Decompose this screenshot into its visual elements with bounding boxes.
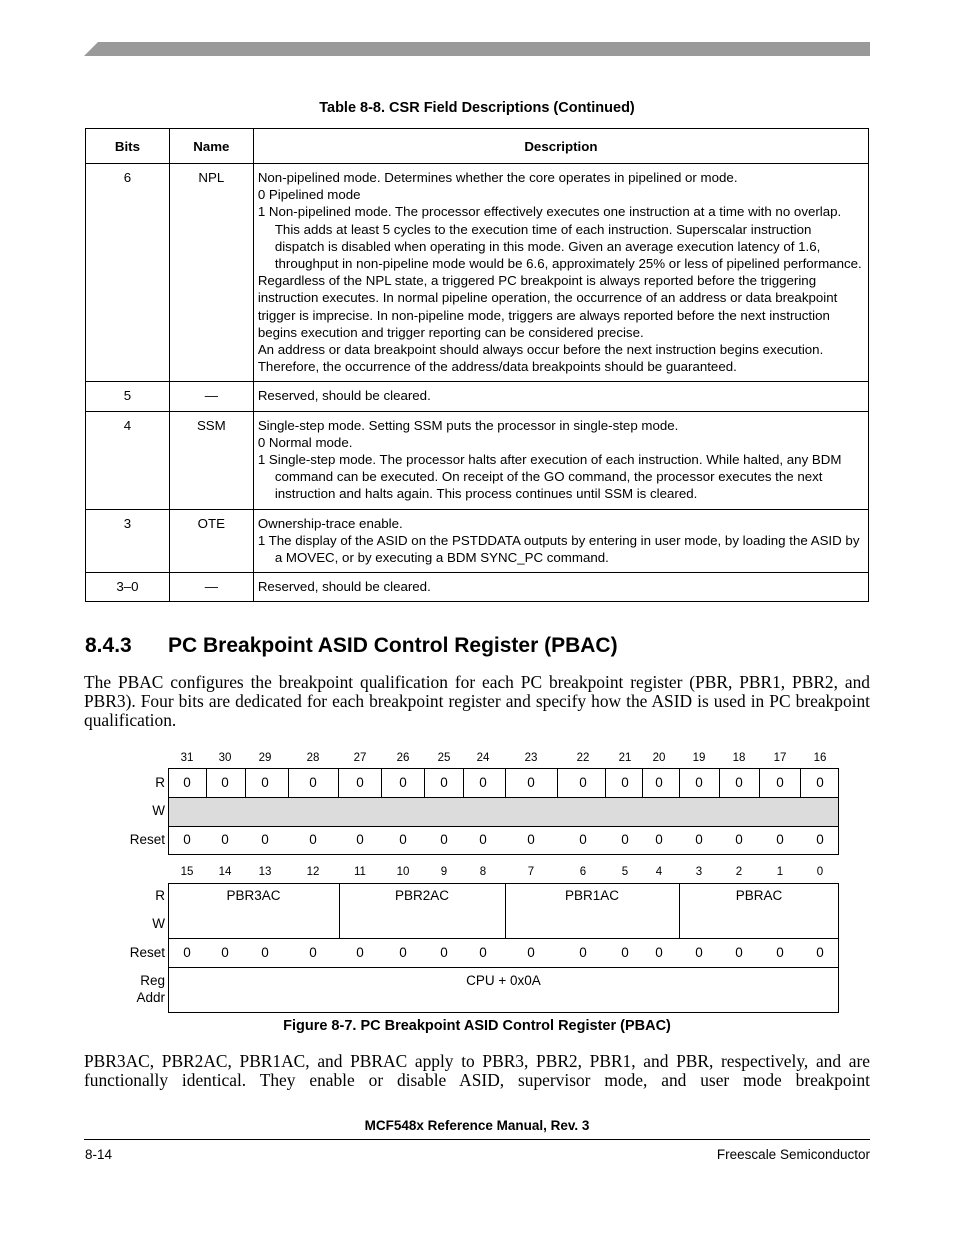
- description-line: Single-step mode. Setting SSM puts the processor in single-step mode.: [257, 417, 679, 433]
- row-label-read: R: [155, 888, 165, 903]
- bit-divider: [463, 768, 464, 798]
- header-name: Name: [169, 129, 253, 164]
- bit-number: 25: [437, 752, 451, 764]
- bit-number: 22: [576, 752, 590, 764]
- reset-bit-value: 0: [695, 945, 703, 960]
- table-row: [86, 411, 869, 509]
- bit-number: 7: [527, 866, 535, 878]
- header-decoration-bar: [84, 42, 870, 56]
- bit-number: 15: [180, 866, 194, 878]
- row-name: OTE: [169, 509, 253, 573]
- bit-divider: [245, 768, 246, 798]
- bit-divider: [557, 768, 558, 798]
- bit-number: 8: [479, 866, 487, 878]
- read-bit-value: 0: [399, 775, 407, 790]
- table-header-row: [86, 129, 869, 164]
- bit-number: 28: [306, 752, 320, 764]
- header-description: Description: [253, 129, 868, 164]
- row-bits: 3–0: [86, 573, 170, 602]
- lower-register-box: [168, 883, 839, 1013]
- read-bit-value: 0: [695, 775, 703, 790]
- bit-number: 23: [524, 752, 538, 764]
- reset-bit-value: 0: [399, 832, 407, 847]
- reset-bit-value: 0: [356, 832, 364, 847]
- reset-bit-value: 0: [735, 832, 743, 847]
- csr-field-table: [85, 128, 869, 602]
- reset-bit-value: 0: [356, 945, 364, 960]
- read-bit-value: 0: [440, 775, 448, 790]
- field-label: PBR1AC: [564, 888, 620, 903]
- reset-bit-value: 0: [621, 945, 629, 960]
- row-description: [253, 164, 868, 382]
- section-number: 8.4.3: [85, 634, 132, 657]
- reset-bit-value: 0: [816, 832, 824, 847]
- field-divider: [679, 883, 680, 939]
- footer-company: Freescale Semiconductor: [716, 1147, 870, 1162]
- description-line: An address or data breakpoint should always occur before the next instruction begins execution. Therefore, the occurrence of the address/data breakpoints should be guaranteed.: [257, 342, 824, 375]
- read-bit-value: 0: [735, 775, 743, 790]
- bit-number: 30: [218, 752, 232, 764]
- bit-number: 17: [773, 752, 787, 764]
- closing-paragraph: PBR3AC, PBR2AC, PBR1AC, and PBRAC apply to PBR3, PBR2, PBR1, and PBR, respectively, and are functionally identical. They enable or disable ASID, supervisor mode, and user mode breakpoint: [84, 1051, 870, 1090]
- bit-divider: [800, 768, 801, 798]
- intro-paragraph: The PBAC configures the breakpoint qualification for each PC breakpoint register (PBR, PBR1, PBR2, and PBR3). Four bits are dedicated for each breakpoint register and specify how the ASID is used in PC breakpoint qualification.: [84, 672, 870, 730]
- footer-rule: [84, 1139, 870, 1140]
- description-line: Regardless of the NPL state, a triggered PC breakpoint is always reported before the triggering instruction executes. In normal pipeline operation, the occurrence of an address or data breakpoint trigger is imprecise. In non-pipeline mode, triggers are always reported before the next instruction begins execution and trigger reporting can be considered precise.: [257, 273, 838, 340]
- bit-number: 26: [396, 752, 410, 764]
- reset-bit-value: 0: [655, 945, 663, 960]
- section-heading: [85, 634, 618, 658]
- table-row: [86, 164, 869, 382]
- bit-divider: [288, 768, 289, 798]
- description-line: Non-pipelined mode. Determines whether the core operates in pipelined or mode.: [257, 170, 738, 185]
- upper-register-box: [168, 768, 839, 855]
- table-row: [86, 382, 869, 411]
- read-bit-value: 0: [655, 775, 663, 790]
- description-line: 1 Non-pipelined mode. The processor effectively executes one instruction at a time with no overlap. This adds at least 5 cycles to the execution time of each instruction. Superscalar instruction dispatch is disabled when operating in this mode. Given an average execution latency of 1.6, throughput in non-pipeline mode would be 6.6, approximately 25% or less of pipelined performance.: [257, 204, 862, 272]
- field-label: PBR3AC: [226, 888, 281, 903]
- reset-bit-value: 0: [221, 832, 229, 847]
- row-description: [253, 382, 868, 411]
- description-line: 0 Normal mode.: [257, 434, 353, 450]
- row-name: SSM: [169, 411, 253, 509]
- footer-manual-title: MCF548x Reference Manual, Rev. 3: [364, 1118, 590, 1133]
- bit-number: 20: [652, 752, 666, 764]
- row-label-write: W: [152, 916, 165, 931]
- reset-bit-value: 0: [527, 945, 535, 960]
- reset-bit-value: 0: [479, 832, 487, 847]
- row-label-write: W: [152, 803, 165, 818]
- description-line: 1 Single-step mode. The processor halts after execution of each instruction. While halted, any BDM command can be executed. On receipt of the GO command, the processor executes the next instruction and halts again. This process continues until SSM is cleared.: [257, 452, 842, 502]
- bit-divider: [338, 768, 339, 798]
- reset-bit-value: 0: [399, 945, 407, 960]
- bit-divider: [719, 768, 720, 798]
- bit-number: 13: [258, 866, 272, 878]
- row-bits: 4: [86, 411, 170, 509]
- bit-number: 27: [353, 752, 367, 764]
- table-caption: Table 8-8. CSR Field Descriptions (Continued): [319, 100, 635, 116]
- reset-bit-value: 0: [440, 832, 448, 847]
- bit-number: 6: [579, 866, 587, 878]
- field-row-divider: [168, 938, 839, 939]
- row-label-reset: Reset: [129, 832, 165, 847]
- read-bit-value: 0: [579, 775, 587, 790]
- bit-divider: [605, 768, 606, 798]
- bit-number: 9: [440, 866, 448, 878]
- row-description: [253, 573, 868, 602]
- reset-bit-value: 0: [183, 832, 191, 847]
- bit-number: 1: [776, 866, 784, 878]
- bit-number: 10: [396, 866, 410, 878]
- field-divider: [339, 883, 340, 939]
- reset-bit-value: 0: [309, 832, 317, 847]
- read-bit-value: 0: [356, 775, 364, 790]
- bit-number: 3: [695, 866, 703, 878]
- bit-number: 29: [258, 752, 272, 764]
- reset-bit-value: 0: [527, 832, 535, 847]
- reset-bit-value: 0: [621, 832, 629, 847]
- read-bit-value: 0: [621, 775, 629, 790]
- header-bits: Bits: [86, 129, 170, 164]
- field-divider: [505, 883, 506, 939]
- row-label-reset: Reset: [129, 945, 165, 960]
- row-name: NPL: [169, 164, 253, 382]
- bit-number: 24: [476, 752, 490, 764]
- bit-number: 16: [813, 752, 827, 764]
- footer-page-number: 8-14: [85, 1147, 113, 1162]
- description-line: Reserved, should be cleared.: [257, 579, 431, 595]
- reset-bit-value: 0: [655, 832, 663, 847]
- row-label-addr: Addr: [136, 990, 165, 1005]
- bit-number: 12: [306, 866, 320, 878]
- bit-number: 11: [354, 866, 366, 878]
- field-label: PBR2AC: [394, 888, 450, 903]
- row-description: [253, 509, 868, 573]
- row-label-reg: Reg: [140, 973, 165, 988]
- description-line: 1 The display of the ASID on the PSTDDATA outputs by entering in user mode, by loading the ASID by a MOVEC, or by executing a BDM SYNC_PC command.: [257, 532, 860, 566]
- reset-bit-value: 0: [579, 832, 587, 847]
- reset-bit-value: 0: [776, 832, 784, 847]
- bit-number: 0: [816, 866, 824, 878]
- description-line: 0 Pipelined mode: [257, 187, 361, 203]
- register-address: CPU + 0x0A: [466, 973, 541, 988]
- description-line: Reserved, should be cleared.: [257, 388, 431, 404]
- reset-bit-value: 0: [776, 945, 784, 960]
- reset-bit-value: 0: [479, 945, 487, 960]
- bit-number: 21: [618, 752, 632, 764]
- reset-bit-value: 0: [695, 832, 703, 847]
- reset-bit-value: 0: [183, 945, 191, 960]
- bit-number: 2: [735, 866, 743, 878]
- bit-number: 4: [655, 866, 663, 878]
- description-line: Ownership-trace enable.: [257, 515, 403, 531]
- field-label: PBRAC: [735, 888, 783, 903]
- bit-divider: [505, 768, 506, 798]
- read-bit-value: 0: [183, 775, 191, 790]
- bit-divider: [679, 768, 680, 798]
- row-name: —: [169, 382, 253, 411]
- table-row: [86, 509, 869, 573]
- reset-bit-value: 0: [261, 945, 269, 960]
- read-bit-value: 0: [527, 775, 535, 790]
- bit-divider: [381, 768, 382, 798]
- row-bits: 6: [86, 164, 170, 382]
- read-bit-value: 0: [309, 775, 317, 790]
- reset-bit-value: 0: [221, 945, 229, 960]
- table-row: [86, 573, 869, 602]
- read-bit-value: 0: [261, 775, 269, 790]
- bit-divider: [759, 768, 760, 798]
- bit-number: 5: [621, 866, 629, 878]
- section-title: PC Breakpoint ASID Control Register (PBAC): [168, 634, 618, 657]
- bit-divider: [424, 768, 425, 798]
- reset-bit-value: 0: [440, 945, 448, 960]
- bit-number: 19: [692, 752, 706, 764]
- write-row-shaded: [168, 797, 839, 827]
- read-bit-value: 0: [479, 775, 487, 790]
- read-bit-value: 0: [221, 775, 229, 790]
- row-label-read: R: [155, 775, 165, 790]
- bit-number: 31: [180, 752, 194, 764]
- reset-row-divider: [168, 967, 839, 968]
- read-bit-value: 0: [776, 775, 784, 790]
- figure-caption: Figure 8-7. PC Breakpoint ASID Control Register (PBAC): [283, 1018, 671, 1034]
- reset-bit-value: 0: [309, 945, 317, 960]
- bit-divider: [206, 768, 207, 798]
- reset-bit-value: 0: [261, 832, 269, 847]
- row-description: [253, 411, 868, 509]
- row-bits: 5: [86, 382, 170, 411]
- reset-bit-value: 0: [816, 945, 824, 960]
- bit-number: 18: [732, 752, 746, 764]
- bit-divider: [642, 768, 643, 798]
- reset-bit-value: 0: [735, 945, 743, 960]
- bit-number: 14: [218, 866, 232, 878]
- row-name: —: [169, 573, 253, 602]
- reset-bit-value: 0: [579, 945, 587, 960]
- read-bit-value: 0: [816, 775, 824, 790]
- row-bits: 3: [86, 509, 170, 573]
